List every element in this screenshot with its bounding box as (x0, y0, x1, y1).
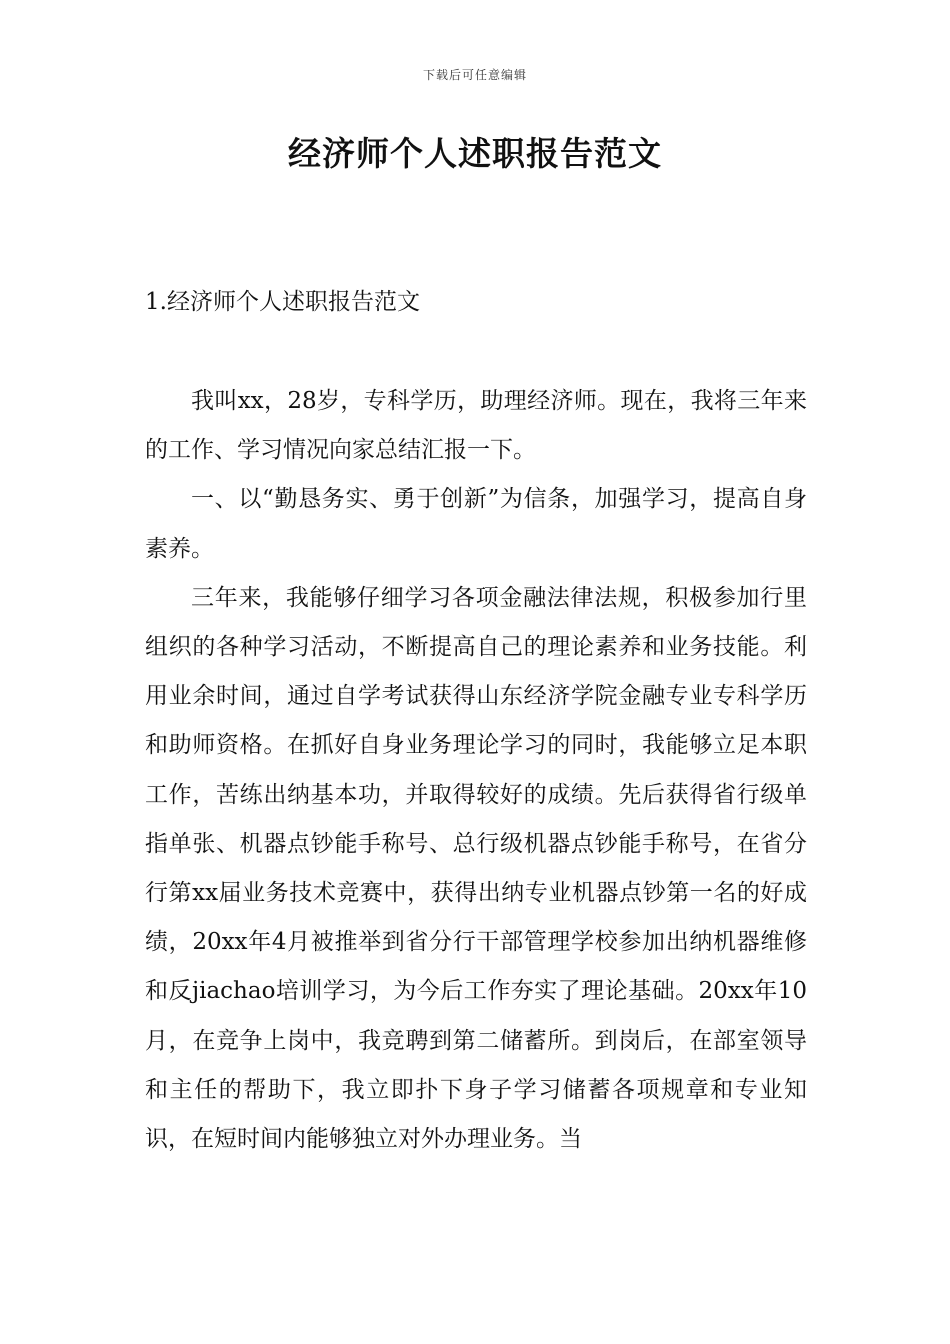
body-text (145, 377, 807, 1164)
paragraph-heading-one: 一、以“勤恳务实、勇于创新”为信条，加强学习，提高自身素养。 (145, 486, 807, 562)
paragraph-intro: 我叫xx，28岁，专科学历，助理经济师。现在，我将三年来的工作、学习情况向家总结汇报一下。 (145, 388, 807, 464)
section-heading: 1.经济师个人述职报告范文 (145, 289, 420, 315)
document-title: 经济师个人述职报告范文 (288, 134, 662, 173)
header-note: 下载后可任意编辑 (422, 68, 527, 82)
paragraph-study: 三年来，我能够仔细学习各项金融法律法规，积极参加行里组织的各种学习活动，不断提高自己的理论素养和业务技能。利用业余时间，通过自学考试获得山东经济学院金融专业专科学历和助师资格。在抓好自身业务理论学习的同时，我能够立足本职工作，苦练出纳基本功，并取得较好的成绩。先后获得省行级单指单张、机器点钞能手称号、总行级机器点钞能手称号，在省分行第xx届业务技术竞赛中，获得出纳专业机器点钞第一名的好成绩，20xx年4月被推举到省分行干部管理学校参加出纳机器维修和反jiachao培训学习，为今后工作夯实了理论基础。20xx年10月，在竞争上岗中，我竞聘到第二储蓄所。到岗后，在部室领导和主任的帮助下，我立即扑下身子学习储蓄各项规章和专业知识，在短时间内能够独立对外办理业务。当 (145, 584, 807, 1153)
